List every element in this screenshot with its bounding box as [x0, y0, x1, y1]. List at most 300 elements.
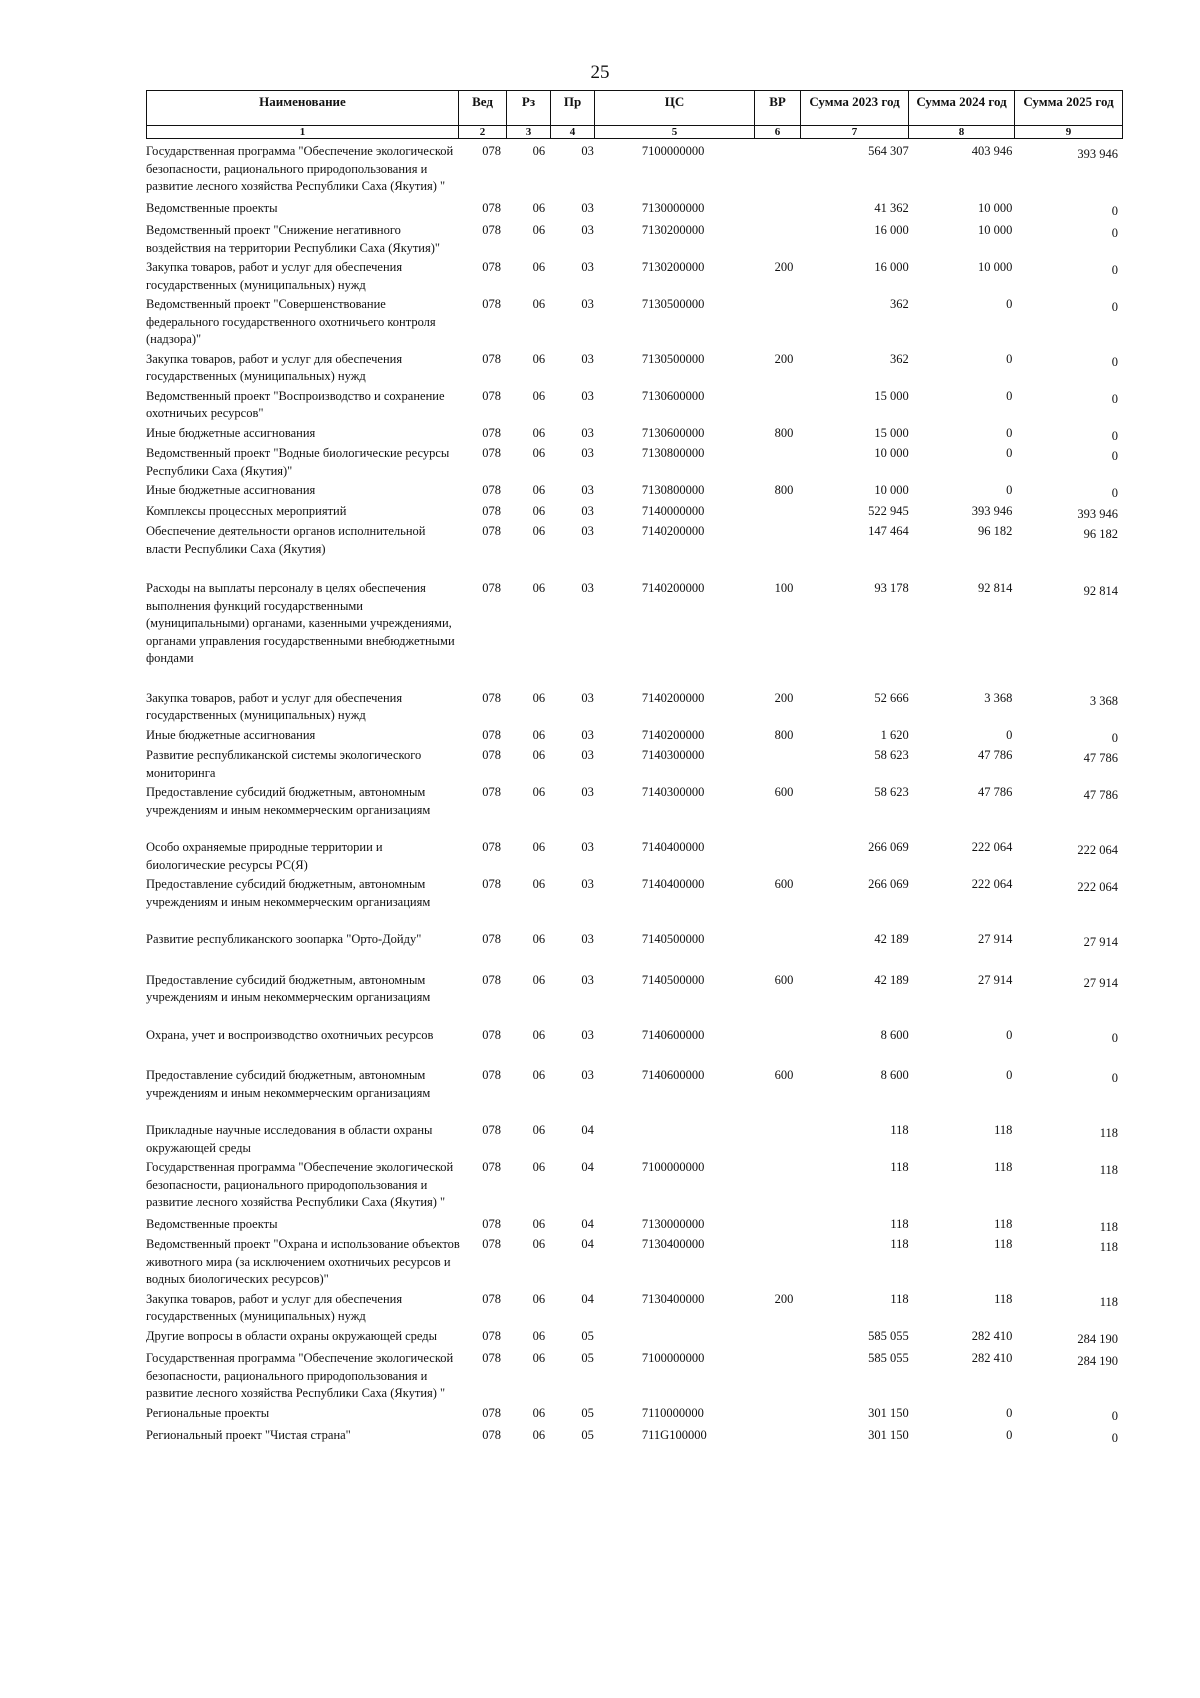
row-pr: 04: [581, 1291, 594, 1306]
row-name: Расходы на выплаты персоналу в целях обеспечения выполнения функций государственными (муниципальными) органами, казенными учреждениями, органами управления государственными внебюджетными фондами: [146, 581, 455, 665]
row-name: Обеспечение деятельности органов исполнительной власти Республики Саха (Якутия): [146, 524, 426, 556]
header-number: 3: [507, 126, 551, 139]
table-row: [146, 222, 1122, 257]
row-name: Ведомственный проект "Совершенствование федерального государственного охотничьего контроля (надзора)": [146, 297, 436, 346]
row-pr: 03: [581, 524, 594, 538]
table-row: [146, 727, 1122, 748]
header-name: Наименование: [147, 91, 459, 126]
row-sum-2025: 0: [1111, 226, 1119, 240]
header-number: 5: [595, 126, 755, 139]
row-rz: 06: [532, 1027, 546, 1042]
row-rz: 06: [532, 748, 546, 762]
row-cs: 7130000000: [641, 1216, 705, 1231]
row-sum-2025: 0: [1111, 449, 1119, 463]
row-ved: 078: [482, 1428, 501, 1442]
row-rz: 06: [532, 1428, 546, 1442]
row-rz: 06: [532, 1160, 546, 1174]
row-pr: 05: [581, 1351, 594, 1365]
row-sum-2025: 0: [1111, 263, 1119, 277]
row-cs: 7140200000: [641, 690, 705, 705]
table-row: [146, 1291, 1122, 1326]
header-vr: ВР: [755, 91, 801, 126]
row-pr: 05: [581, 1328, 594, 1343]
row-sum-2023: 42 189: [874, 972, 909, 987]
row-pr: 03: [581, 503, 594, 518]
row-sum-2023: 301 150: [868, 1405, 909, 1420]
row-sum-2025: 3 368: [1089, 693, 1119, 708]
row-sum-2025: 0: [1111, 486, 1119, 500]
row-rz: 06: [532, 840, 546, 854]
row-name: Ведомственные проекты: [146, 200, 278, 215]
table-row: [146, 690, 1122, 725]
row-sum-2024: 47 786: [978, 785, 1013, 799]
row-name: Закупка товаров, работ и услуг для обеспечения государственных (муниципальных) нужд: [146, 351, 403, 383]
row-pr: 03: [581, 727, 594, 742]
row-rz: 06: [532, 297, 546, 311]
row-sum-2024: 222 064: [971, 840, 1013, 854]
row-pr: 03: [581, 425, 594, 440]
page-number: 25: [590, 62, 610, 83]
row-rz: 06: [532, 351, 546, 366]
row-vr: 200: [774, 690, 794, 705]
row-name: Ведомственный проект "Снижение негативного воздействия на территории Республики Саха (Якутия)": [146, 223, 441, 255]
row-sum-2023: 8 600: [880, 1027, 909, 1042]
row-sum-2024: 118: [994, 1237, 1013, 1251]
row-sum-2025: 222 064: [1077, 843, 1119, 857]
row-sum-2023: 58 623: [874, 785, 909, 799]
row-cs: 7140400000: [641, 877, 705, 891]
row-vr: 100: [774, 581, 794, 595]
row-cs: 7130800000: [641, 446, 705, 460]
row-vr: [763, 445, 811, 480]
row-pr: 03: [581, 351, 594, 366]
table-row: [146, 1328, 1122, 1349]
row-sum-2023: 362: [889, 297, 909, 311]
row-vr: [763, 296, 811, 349]
row-ved: 078: [482, 1351, 501, 1365]
row-name: Предоставление субсидий бюджетным, автономным учреждениям и иным некоммерческим организациям: [146, 785, 431, 817]
row-rz: 06: [532, 260, 546, 274]
row-vr: [763, 1122, 811, 1157]
row-name: Предоставление субсидий бюджетным, автономным учреждениям и иным некоммерческим организациям: [146, 972, 431, 1004]
row-vr: [763, 503, 811, 524]
row-sum-2025: 118: [1099, 1163, 1119, 1177]
row-sum-2023: 16 000: [874, 260, 909, 274]
row-ved: 078: [482, 972, 501, 987]
row-ved: 078: [482, 1160, 501, 1174]
row-sum-2025: 0: [1111, 1071, 1119, 1085]
table-row: [146, 503, 1122, 524]
table-row: [146, 972, 1122, 1007]
row-sum-2023: 266 069: [868, 840, 909, 854]
row-name: Государственная программа "Обеспечение экологической безопасности, рационального природопользования и развитие лесного хозяйства Республики Саха (Якутия) ": [146, 144, 454, 193]
row-sum-2024: 96 182: [978, 524, 1013, 538]
row-cs: 7140200000: [641, 581, 705, 595]
row-rz: 06: [532, 690, 546, 705]
row-cs: 7130400000: [641, 1291, 705, 1306]
row-pr: 03: [581, 785, 594, 799]
header-sum-2023: Сумма 2023 год: [801, 91, 909, 126]
row-sum-2023: 301 150: [868, 1428, 909, 1442]
row-pr: 03: [581, 223, 594, 237]
row-sum-2023: 362: [889, 351, 909, 366]
row-sum-2025: 0: [1111, 428, 1119, 443]
row-name: Иные бюджетные ассигнования: [146, 727, 316, 742]
table-row: [146, 200, 1122, 221]
row-sum-2025: 118: [1099, 1126, 1119, 1140]
row-sum-2024: 0: [1006, 1027, 1013, 1042]
row-sum-2025: 0: [1111, 1431, 1119, 1445]
header-number: 9: [1015, 126, 1123, 139]
row-rz: 06: [532, 446, 546, 460]
row-ved: 078: [482, 200, 501, 215]
row-cs: 7140000000: [641, 503, 705, 518]
row-name: Иные бюджетные ассигнования: [146, 483, 316, 497]
row-cs: 7100000000: [641, 1351, 705, 1365]
row-name: Закупка товаров, работ и услуг для обеспечения государственных (муниципальных) нужд: [146, 260, 403, 292]
row-sum-2025: 118: [1099, 1219, 1119, 1234]
row-pr: 03: [581, 483, 594, 497]
table-row: [146, 296, 1122, 349]
row-ved: 078: [482, 785, 501, 799]
row-ved: 078: [482, 727, 501, 742]
row-sum-2023: 8 600: [880, 1068, 909, 1082]
row-ved: 078: [482, 503, 501, 518]
table-row: [146, 523, 1122, 558]
row-name: Государственная программа "Обеспечение экологической безопасности, рационального природопользования и развитие лесного хозяйства Республики Саха (Якутия) ": [146, 1351, 454, 1400]
row-ved: 078: [482, 297, 501, 311]
row-vr: [763, 747, 811, 782]
row-sum-2024: 3 368: [984, 690, 1013, 705]
row-sum-2023: 10 000: [874, 483, 909, 497]
row-rz: 06: [532, 785, 546, 799]
header-pr: Пр: [551, 91, 595, 126]
row-cs: 7130500000: [641, 297, 705, 311]
row-sum-2024: 118: [994, 1216, 1013, 1231]
row-sum-2023: 585 055: [868, 1328, 909, 1343]
row-name: Ведомственный проект "Водные биологические ресурсы Республики Саха (Якутия)": [146, 446, 450, 478]
row-pr: 03: [581, 388, 594, 403]
table-row: [146, 1216, 1122, 1237]
row-name: Ведомственный проект "Охрана и использование объектов животного мира (за исключением охотничьих ресурсов и водных биологических ресурсов)": [146, 1237, 460, 1286]
row-ved: 078: [482, 748, 501, 762]
row-ved: 078: [482, 524, 501, 538]
row-sum-2025: 393 946: [1077, 506, 1119, 521]
row-vr: 600: [774, 877, 794, 891]
row-rz: 06: [532, 1123, 546, 1137]
table-row: [146, 1236, 1122, 1289]
row-pr: 04: [581, 1123, 594, 1137]
row-cs: 7140300000: [641, 748, 705, 762]
row-vr: [763, 1216, 811, 1237]
row-sum-2023: 118: [890, 1237, 909, 1251]
row-pr: 03: [581, 690, 594, 705]
row-ved: 078: [482, 1216, 501, 1231]
header-ved: Вед: [459, 91, 507, 126]
header-rz: Рз: [507, 91, 551, 126]
row-name: Предоставление субсидий бюджетным, автономным учреждениям и иным некоммерческим организациям: [146, 1068, 431, 1100]
row-ved: 078: [482, 932, 501, 946]
row-cs: 7130600000: [641, 388, 705, 403]
row-ved: 078: [482, 1291, 501, 1306]
table-body: [146, 143, 1122, 1448]
row-pr: 03: [581, 581, 594, 595]
row-cs: 7100000000: [641, 144, 705, 158]
row-vr: 800: [774, 727, 794, 742]
table-row: [146, 876, 1122, 911]
row-ved: 078: [482, 260, 501, 274]
row-sum-2023: 118: [890, 1216, 909, 1231]
row-sum-2024: 118: [994, 1291, 1013, 1306]
row-ved: 078: [482, 483, 501, 497]
row-ved: 078: [482, 388, 501, 403]
row-cs: 7130500000: [641, 351, 705, 366]
table-row: [146, 1159, 1122, 1212]
row-ved: 078: [482, 690, 501, 705]
row-ved: 078: [482, 144, 501, 158]
row-sum-2025: 222 064: [1077, 880, 1119, 894]
row-cs: 7130400000: [641, 1237, 705, 1251]
table-row: [146, 388, 1122, 423]
row-sum-2023: 147 464: [868, 524, 909, 538]
row-rz: 06: [532, 200, 546, 215]
table-row: [146, 259, 1122, 294]
row-rz: 06: [532, 1237, 546, 1251]
row-name: Предоставление субсидий бюджетным, автономным учреждениям и иным некоммерческим организациям: [146, 877, 431, 909]
row-sum-2024: 118: [994, 1123, 1013, 1137]
row-sum-2025: 0: [1111, 300, 1119, 314]
table-row: [146, 1350, 1122, 1403]
table-row: [146, 1067, 1122, 1102]
row-sum-2023: 585 055: [868, 1351, 909, 1365]
row-cs: 7140600000: [641, 1027, 705, 1042]
row-ved: 078: [482, 1068, 501, 1082]
row-pr: 03: [581, 1068, 594, 1082]
row-pr: 03: [581, 877, 594, 891]
row-sum-2024: 10 000: [978, 223, 1013, 237]
row-sum-2025: 0: [1111, 1030, 1119, 1045]
row-rz: 06: [532, 972, 546, 987]
row-sum-2024: 118: [994, 1160, 1013, 1174]
row-rz: 06: [532, 483, 546, 497]
table-row: [146, 445, 1122, 480]
row-sum-2025: 27 914: [1083, 975, 1119, 990]
row-vr: [763, 1427, 811, 1448]
row-sum-2024: 27 914: [978, 972, 1013, 987]
row-name: Закупка товаров, работ и услуг для обеспечения государственных (муниципальных) нужд: [146, 690, 403, 722]
row-sum-2025: 96 182: [1083, 527, 1119, 541]
row-sum-2024: 27 914: [978, 932, 1013, 946]
header-cs: ЦС: [595, 91, 755, 126]
row-vr: [763, 1159, 811, 1212]
table-row: [146, 580, 1122, 668]
row-sum-2025: 47 786: [1083, 788, 1119, 802]
row-rz: 06: [532, 425, 546, 440]
header-number: 4: [551, 126, 595, 139]
row-sum-2025: 0: [1111, 730, 1119, 745]
row-rz: 06: [532, 144, 546, 158]
row-sum-2024: 0: [1006, 727, 1013, 742]
row-cs: 7110000000: [641, 1405, 704, 1420]
table-row: [146, 1122, 1122, 1157]
row-rz: 06: [532, 388, 546, 403]
row-rz: 06: [532, 524, 546, 538]
row-vr: 200: [774, 260, 794, 274]
row-sum-2024: 0: [1006, 1405, 1013, 1420]
header-number: 8: [909, 126, 1015, 139]
row-sum-2023: 93 178: [874, 581, 909, 595]
row-cs: 7130200000: [641, 260, 705, 274]
row-cs: [614, 1328, 763, 1349]
row-cs: 7100000000: [641, 1160, 705, 1174]
row-pr: 03: [581, 932, 594, 946]
row-name: Региональный проект "Чистая страна": [146, 1428, 351, 1442]
row-name: Охрана, учет и воспроизводство охотничьих ресурсов: [146, 1027, 434, 1042]
row-sum-2023: 118: [890, 1291, 909, 1306]
row-ved: 078: [482, 223, 501, 237]
row-vr: 200: [774, 351, 794, 366]
row-pr: 03: [581, 260, 594, 274]
row-sum-2023: 42 189: [874, 932, 909, 946]
row-pr: 03: [581, 840, 594, 854]
row-rz: 06: [532, 1405, 546, 1420]
row-sum-2025: 393 946: [1077, 147, 1119, 161]
row-sum-2023: 52 666: [874, 690, 909, 705]
row-cs: 7140400000: [641, 840, 705, 854]
row-ved: 078: [482, 351, 501, 366]
row-cs: 7140200000: [641, 727, 705, 742]
row-vr: [763, 1328, 811, 1349]
row-rz: 06: [532, 1216, 546, 1231]
row-sum-2023: 10 000: [874, 446, 909, 460]
row-vr: 600: [774, 1068, 794, 1082]
row-vr: [763, 1405, 811, 1426]
row-sum-2024: 10 000: [978, 200, 1013, 215]
row-sum-2025: 0: [1111, 203, 1119, 218]
row-pr: 03: [581, 972, 594, 987]
row-sum-2024: 403 946: [971, 144, 1013, 158]
row-sum-2025: 0: [1111, 391, 1119, 406]
row-cs: [614, 1122, 763, 1157]
row-ved: 078: [482, 1123, 501, 1137]
row-sum-2023: 266 069: [868, 877, 909, 891]
row-rz: 06: [532, 581, 546, 595]
row-name: Комплексы процессных мероприятий: [146, 503, 347, 518]
row-ved: 078: [482, 1328, 501, 1343]
row-pr: 05: [581, 1405, 594, 1420]
table-row: [146, 1027, 1122, 1048]
row-vr: [763, 1027, 811, 1048]
row-ved: 078: [482, 840, 501, 854]
row-rz: 06: [532, 877, 546, 891]
row-ved: 078: [482, 425, 501, 440]
row-sum-2024: 0: [1006, 446, 1013, 460]
row-ved: 078: [482, 1027, 501, 1042]
row-sum-2024: 282 410: [971, 1351, 1013, 1365]
row-rz: 06: [532, 1068, 546, 1082]
table-row: [146, 839, 1122, 874]
row-sum-2024: 47 786: [978, 748, 1013, 762]
row-sum-2023: 15 000: [874, 425, 909, 440]
row-ved: 078: [482, 1237, 501, 1251]
row-ved: 078: [482, 581, 501, 595]
row-pr: 03: [581, 144, 594, 158]
row-vr: 800: [774, 425, 794, 440]
row-sum-2025: 284 190: [1077, 1354, 1119, 1368]
row-vr: [763, 222, 811, 257]
row-vr: [763, 1350, 811, 1403]
header-number: 2: [459, 126, 507, 139]
row-sum-2023: 15 000: [874, 388, 909, 403]
row-cs: 7130000000: [641, 200, 705, 215]
row-cs: 7140300000: [641, 785, 705, 799]
row-sum-2023: 118: [890, 1123, 909, 1137]
row-vr: [763, 200, 811, 221]
table-row: [146, 143, 1122, 196]
row-pr: 03: [581, 200, 594, 215]
row-cs: 7130600000: [641, 425, 705, 440]
row-name: Развитие республиканского зоопарка "Орто-Дойду": [146, 932, 422, 946]
row-pr: 04: [581, 1237, 594, 1251]
table-row: [146, 747, 1122, 782]
row-name: Государственная программа "Обеспечение экологической безопасности, рационального природопользования и развитие лесного хозяйства Республики Саха (Якутия) ": [146, 1160, 454, 1209]
row-sum-2025: 118: [1099, 1294, 1119, 1309]
row-pr: 05: [581, 1428, 594, 1442]
row-sum-2024: 0: [1006, 1068, 1013, 1082]
row-name: Закупка товаров, работ и услуг для обеспечения государственных (муниципальных) нужд: [146, 1291, 403, 1323]
row-rz: 06: [532, 932, 546, 946]
row-sum-2025: 0: [1111, 1408, 1119, 1423]
row-name: Особо охраняемые природные территории и биологические ресурсы РС(Я): [146, 840, 383, 872]
row-pr: 04: [581, 1160, 594, 1174]
row-sum-2024: 0: [1006, 425, 1013, 440]
row-sum-2024: 0: [1006, 483, 1013, 497]
row-sum-2023: 564 307: [868, 144, 909, 158]
row-sum-2025: 92 814: [1083, 584, 1119, 598]
row-vr: [763, 143, 811, 196]
row-sum-2025: 284 190: [1077, 1331, 1119, 1346]
row-sum-2024: 0: [1006, 351, 1013, 366]
row-rz: 06: [532, 727, 546, 742]
row-pr: 03: [581, 446, 594, 460]
row-sum-2024: 0: [1006, 297, 1013, 311]
row-sum-2023: 41 362: [874, 200, 909, 215]
row-pr: 03: [581, 1027, 594, 1042]
header-number: 6: [755, 126, 801, 139]
table-row: [146, 784, 1122, 819]
row-rz: 06: [532, 1351, 546, 1365]
row-sum-2024: 92 814: [978, 581, 1013, 595]
row-sum-2024: 0: [1006, 388, 1013, 403]
row-name: Развитие республиканской системы экологического мониторинга: [146, 748, 422, 780]
row-sum-2023: 58 623: [874, 748, 909, 762]
table-header: [146, 90, 1123, 139]
row-cs: 711G100000: [641, 1428, 707, 1442]
row-sum-2024: 222 064: [971, 877, 1013, 891]
table-row: [146, 351, 1122, 386]
row-name: Региональные проекты: [146, 1405, 270, 1420]
row-pr: 03: [581, 748, 594, 762]
table-row: [146, 1405, 1122, 1426]
row-vr: 200: [774, 1291, 794, 1306]
row-vr: [763, 388, 811, 423]
row-cs: 7140500000: [641, 972, 705, 987]
table-row: [146, 931, 1122, 952]
row-sum-2025: 27 914: [1083, 935, 1119, 949]
row-vr: [763, 931, 811, 952]
header-number: 1: [147, 126, 459, 139]
header-number: 7: [801, 126, 909, 139]
